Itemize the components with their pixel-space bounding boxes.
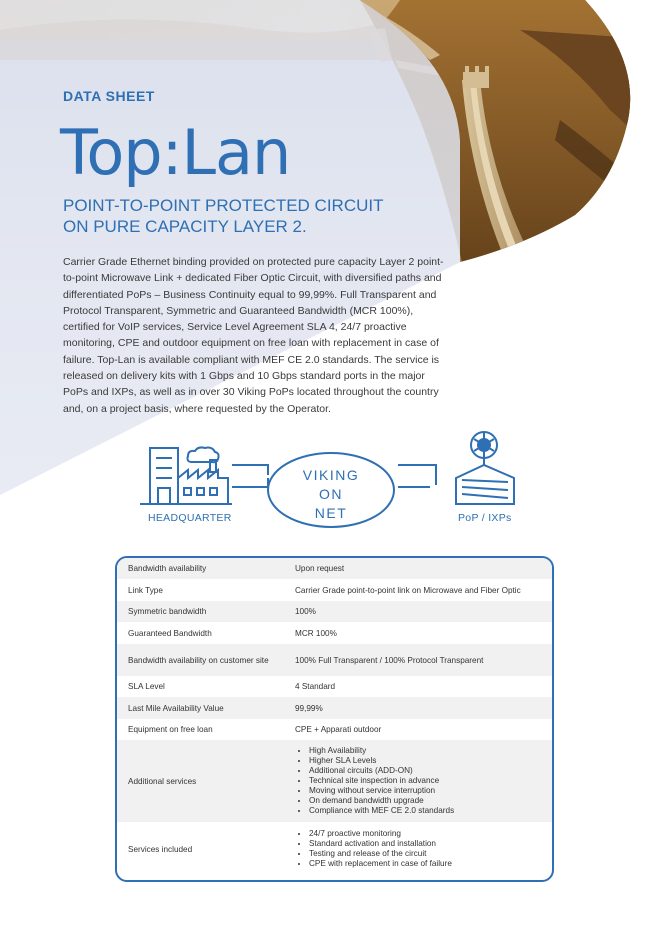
table-row: [117, 740, 552, 822]
row-value: CPE + Apparati outdoor: [295, 725, 382, 734]
included-services-list: [295, 829, 546, 869]
row-label: Bandwidth availability on customer site: [117, 644, 284, 676]
row-value: 4 Standard: [295, 682, 336, 691]
row-label: Equipment on free loan: [128, 725, 213, 734]
table-row: [117, 558, 552, 579]
row-value: MCR 100%: [295, 628, 337, 638]
table-row: [117, 822, 552, 876]
row-value: 99,99%: [284, 697, 552, 719]
list-item: • Testing and release of the circuit: [309, 849, 546, 859]
table-row: [117, 579, 552, 601]
network-label-line-3: NET: [314, 505, 348, 521]
row-value: Carrier Grade point-to-point link on Microwave and Fiber Optic: [295, 585, 521, 595]
table-row: [117, 644, 552, 676]
document-label: DATA SHEET: [63, 88, 155, 104]
table-row: [117, 719, 552, 740]
network-label-line-2: ON: [319, 486, 343, 502]
list-item: • Compliance with MEF CE 2.0 standards: [309, 806, 546, 816]
row-label: Link Type: [128, 585, 163, 595]
list-item: • Standard activation and installation: [309, 839, 546, 849]
subtitle-line-2: ON PURE CAPACITY LAYER 2.: [63, 217, 307, 236]
row-value: [284, 740, 552, 822]
product-title: Top:Lan: [60, 116, 291, 189]
row-value: [284, 822, 552, 876]
table-row: [117, 601, 552, 622]
network-label-line-1: VIKING: [302, 467, 360, 483]
row-label: Bandwidth availability: [117, 558, 284, 579]
row-value: 100%: [284, 601, 552, 622]
row-label: Additional services: [117, 740, 284, 822]
list-item: • High Availability: [309, 746, 546, 756]
row-value: Upon request: [284, 558, 552, 579]
specs-table: [115, 556, 554, 882]
intro-paragraph: Carrier Grade Ethernet binding provided on protected pure capacity Layer 2 point-to-point Microwave Link + dedicated Fiber Optic Circuit, with diversified paths and differentiated PoPs – Business Continuity equal to 99,99%. Full Transparent and Protocol Transparent, Symmetric and Guaranteed Bandwidth (MCR 100%), certified for VoIP services, Service Level Agreement SLA 4, 24/7 proactive monitoring, CPE and outdoor equipment on free loan with replacement in case of failure. Top-Lan is available compliant with MEF CE 2.0 standards. The service is released on delivery kits with 1 Gbps and 10 Gbps standard ports in the major PoPs and IXPs, as well as in over 30 Viking PoPs located throughout the country and, on a project basis, where requested by the Operator.: [63, 256, 444, 415]
list-item: • 24/7 proactive monitoring: [309, 829, 546, 839]
subtitle-line-1: POINT-TO-POINT PROTECTED CIRCUIT: [63, 196, 384, 215]
row-value: 100% Full Transparent / 100% Protocol Transparent: [284, 644, 552, 676]
network-label: [268, 466, 394, 523]
list-item: • CPE with replacement in case of failure: [309, 859, 546, 869]
list-item: • Moving without service interruption: [309, 786, 546, 796]
pop-ixps-label: PoP / IXPs: [458, 512, 512, 524]
row-label: Services included: [128, 844, 193, 854]
product-subtitle: [63, 195, 443, 237]
list-item: • Higher SLA Levels: [309, 756, 546, 766]
row-label: Last Mile Availability Value: [117, 697, 284, 719]
row-label: Symmetric bandwidth: [117, 601, 284, 622]
table-row: [117, 622, 552, 644]
list-item: • Additional circuits (ADD-ON): [309, 766, 546, 776]
row-label: Guaranteed Bandwidth: [128, 628, 212, 638]
additional-services-list: [295, 746, 546, 816]
list-item: • Technical site inspection in advance: [309, 776, 546, 786]
specs-table-body: [117, 558, 552, 876]
row-label: SLA Level: [128, 682, 165, 691]
headquarter-label: HEADQUARTER: [148, 512, 232, 524]
list-item: • On demand bandwidth upgrade: [309, 796, 546, 806]
table-row: [117, 697, 552, 719]
table-row: [117, 676, 552, 697]
